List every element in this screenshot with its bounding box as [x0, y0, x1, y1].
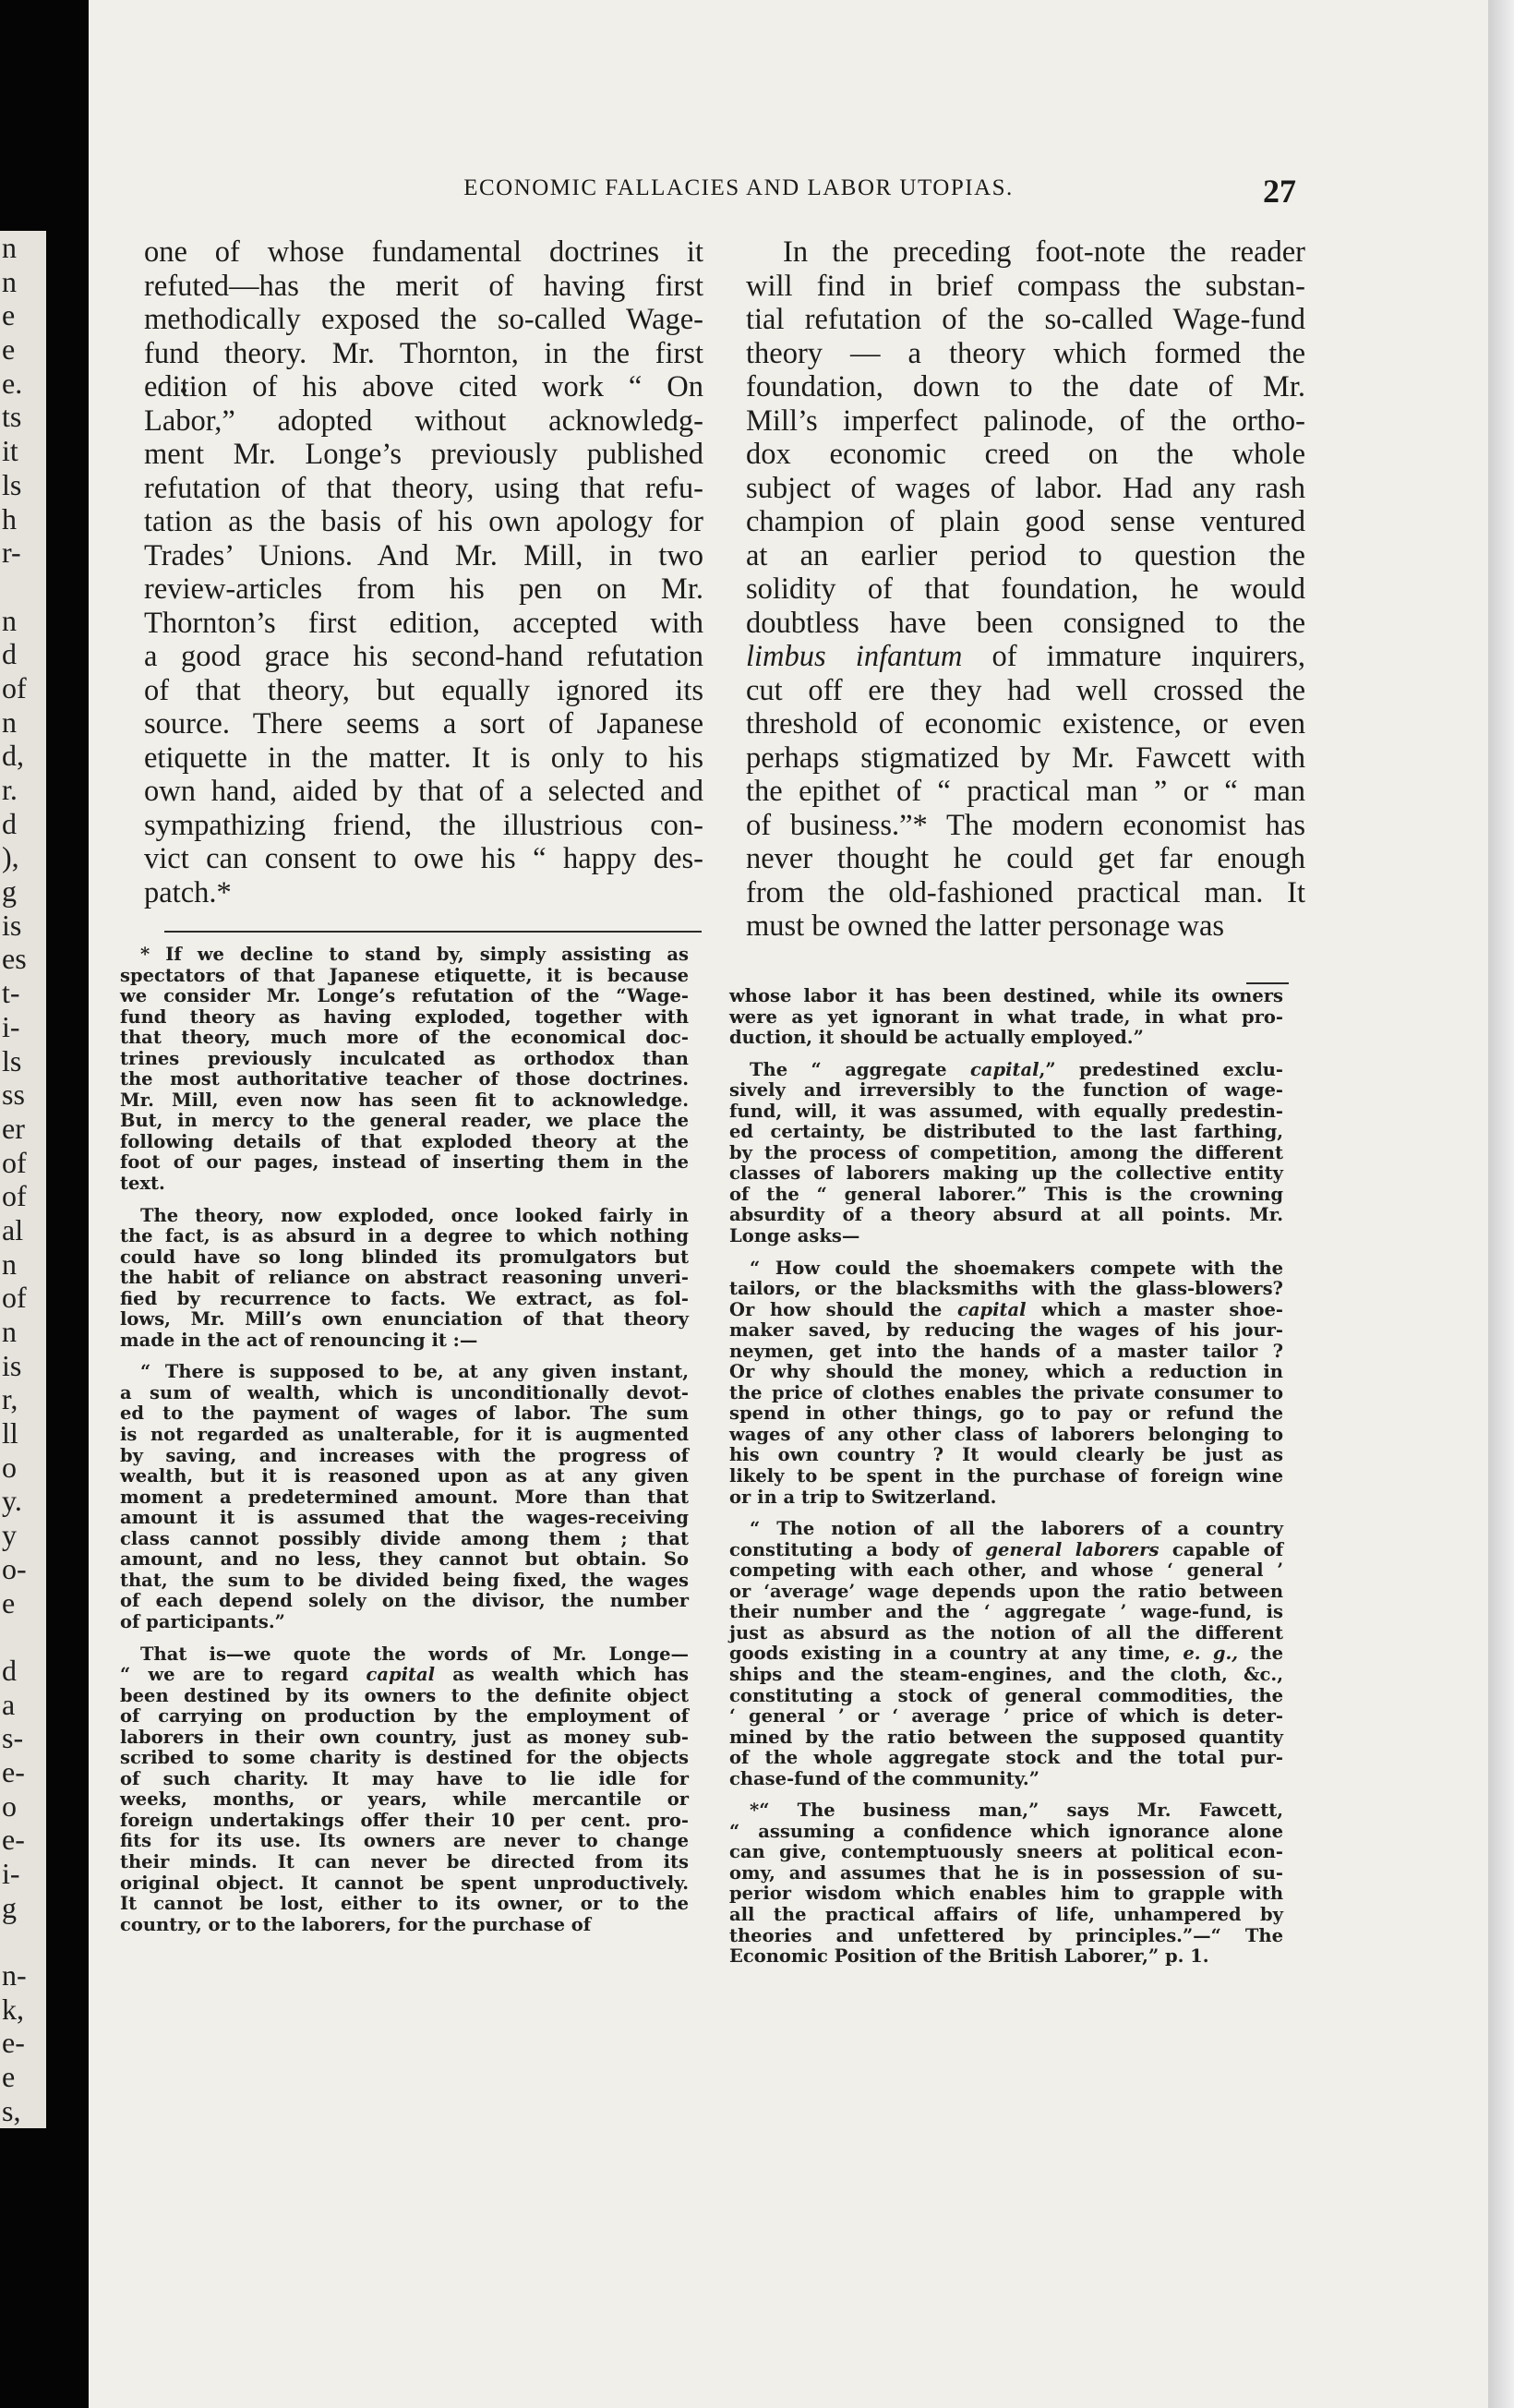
body-line: a good grace his second-hand refutation [144, 640, 703, 673]
facing-page-fragment: e [2, 332, 16, 367]
facing-page-fragment: e [2, 1585, 16, 1619]
body-line: tation as the basis of his own apology for [144, 505, 703, 538]
facing-page-fragment: e- [2, 2026, 25, 2060]
body-line: ment Mr. Longe’s previously published [144, 438, 703, 471]
footnote-line: whose labor it has been destined, while its owners [729, 985, 1283, 1006]
footnote-line: of the “ general laborer.” This is the crowning [729, 1183, 1283, 1205]
facing-page-fragment: d, [2, 739, 24, 773]
facing-page-fragment: is [2, 908, 22, 942]
facing-page-fragment: y. [2, 1484, 22, 1518]
footnote-line: that theory, much more of the economical doc- [120, 1027, 689, 1049]
body-line: of business.”* The modern economist has [746, 808, 1305, 842]
footnote-line: omy, and assumes that he is in possession of su- [729, 1861, 1283, 1884]
body-line: champion of plain good sense ventured [746, 505, 1305, 538]
body-line: never thought he could get far enough [746, 842, 1305, 875]
footnote-line: absurdity of a theory absurd at all points. Mr. [729, 1204, 1283, 1226]
left-footnote [120, 945, 689, 1935]
facing-page-fragment: n [2, 603, 17, 637]
footnote-line: perior wisdom which enables him to grapple with [729, 1883, 1283, 1905]
footnote-line: Economic Position of the British Laborer,” p. 1. [729, 1945, 1209, 1968]
body-line: vict can consent to owe his “ happy des- [144, 842, 703, 875]
footnote-line: But, in mercy to the general reader, we place the [120, 1110, 689, 1132]
body-line: doubtless have been consigned to the [746, 606, 1305, 640]
facing-page-fragment: r, [2, 1382, 18, 1416]
footnote-line: fund, will, it was assumed, with equally predestin- [729, 1100, 1283, 1122]
footnote-line: The theory, now exploded, once looked fairly in [140, 1204, 689, 1226]
body-line: Labor,” adopted without acknowledg- [144, 403, 703, 438]
footnote-line: ‘ general ’ or ‘ average ’ price of which is deter- [729, 1705, 1283, 1728]
facing-page-fragment: al [2, 1212, 24, 1246]
footnote-line: fits for its use. Its owners are never to change [120, 1830, 689, 1852]
footnote-line: of each depend solely on the divisor, the number [120, 1590, 689, 1612]
facing-page-fragment: n [2, 1315, 17, 1348]
body-line: will find in brief compass the substan- [746, 269, 1305, 303]
facing-page-fragment: n [2, 1246, 17, 1281]
footnote-line: likely to be spent in the purchase of foreign wine [729, 1465, 1283, 1487]
facing-page-fragment [2, 1619, 46, 1654]
body-line: etiquette in the matter. It is only to his [144, 740, 703, 775]
body-line: refuted—has the merit of having first [144, 269, 703, 303]
right-footnote [729, 986, 1283, 1968]
footnote-line: can give, contemptuously sneers at political econ- [729, 1841, 1283, 1863]
footnote-line: laborers in their own country, just as money sub- [120, 1726, 689, 1748]
footnote-line: foreign undertakings offer their 10 per cent. pro- [120, 1809, 689, 1831]
footnote-line: their number and the ‘ aggregate ’ wage-fund, is [729, 1601, 1283, 1623]
footnote-line: amount, and no less, they cannot but obtain. So [120, 1548, 689, 1571]
footnote-line: *“ The business man,” says Mr. Fawcett, [750, 1800, 1283, 1822]
footnote-line: country, or to the laborers, for the purchase of [120, 1913, 592, 1935]
footnote-line: his own country ? It would clearly be just as [729, 1444, 1283, 1466]
footnote-line: weeks, months, or years, while mercantile or [120, 1788, 689, 1811]
body-line: must be owned the latter personage was [746, 909, 1225, 943]
body-line: perhaps stigmatized by Mr. Fawcett with [746, 740, 1305, 775]
facing-page-fragment: s, [2, 2093, 21, 2127]
footnote-line: that, the sum to be divided being fixed, the wages [120, 1569, 689, 1591]
body-line: tial refutation of the so-called Wage-fund [746, 303, 1305, 336]
body-line: dox economic creed on the whole [746, 438, 1305, 471]
body-line: from the old-fashioned practical man. It [746, 875, 1305, 909]
body-line: Mill’s imperfect palinode, of the ortho- [746, 403, 1305, 438]
footnote-line: competing with each other, and whose ‘ general ’ [729, 1559, 1283, 1582]
footnote-line: of carrying on production by the employment of [120, 1705, 689, 1728]
facing-page-fragment: ll [2, 1416, 18, 1451]
facing-page-fragment: d [2, 637, 17, 671]
footnote-line: fund theory as having exploded, together with [120, 1005, 689, 1028]
facing-page-fragment: d [2, 1653, 17, 1687]
body-line: sympathizing friend, the illustrious con- [144, 808, 703, 842]
footnote-line: the most authoritative teacher of those doctrines. [120, 1068, 689, 1090]
facing-page-fragment: e- [2, 1754, 25, 1788]
footnote-rule [164, 931, 702, 933]
footnote-line: Or how should the capital which a master shoe- [729, 1298, 1283, 1320]
footnote-line: we consider Mr. Longe’s refutation of the “Wage- [120, 985, 689, 1007]
facing-page-fragment: es [2, 942, 27, 976]
footnote-line: been destined by its owners to the definite object [120, 1684, 689, 1706]
left-column-text [144, 235, 703, 909]
footnote-line: duction, it should be actually employed.” [729, 1027, 1144, 1049]
facing-page-fragment: s- [2, 1721, 24, 1755]
facing-page-fragment: ), [2, 840, 19, 874]
facing-page-fragment: e- [2, 1823, 25, 1857]
footnote-line: wealth, but it is reasoned upon as at any given [120, 1465, 689, 1487]
footnote-line: ships and the steam-engines, and the cloth, &c., [729, 1663, 1283, 1685]
body-line: In the preceding foot-note the reader [783, 235, 1305, 269]
right-column-text [746, 235, 1305, 944]
footnote-line: theories and unfettered by principles.”—“ The [729, 1924, 1283, 1946]
body-line: methodically exposed the so-called Wage- [144, 303, 703, 336]
footnote-line: maker saved, by reducing the wages of his jour- [729, 1319, 1283, 1342]
facing-page-fragment: o- [2, 1551, 27, 1585]
facing-page-fragment: of [2, 1145, 27, 1179]
footnote-line: the price of clothes enables the private consumer to [729, 1381, 1283, 1403]
footnote-line: all the practical affairs of life, unhampered by [729, 1903, 1283, 1925]
facing-page-fragment: of [2, 670, 27, 704]
footnote-line: It cannot be lost, either to its owner, or to the [120, 1893, 689, 1915]
footnote-line: original object. It cannot be spent unproductively. [120, 1872, 689, 1894]
body-line: Thornton’s first edition, accepted with [144, 606, 703, 640]
body-line: threshold of economic existence, or even [746, 707, 1305, 740]
facing-page-fragment: d [2, 806, 17, 840]
footnote-line: mined by the ratio between the supposed quantity [729, 1726, 1283, 1748]
footnote-line: were as yet ignorant in what trade, in what pro- [729, 1005, 1283, 1028]
footnote-line: Longe asks— [729, 1225, 860, 1247]
footnote-line: the habit of reliance on abstract reasoning unveri- [120, 1267, 689, 1289]
facing-page-fragment: e [2, 298, 16, 332]
body-line: cut off ere they had well crossed the [746, 673, 1305, 707]
footnote-line: text. [120, 1173, 165, 1195]
footnote-line: of such charity. It may have to lie idle for [120, 1767, 689, 1789]
footnote-line: scribed to some charity is destined for the objects [120, 1747, 689, 1769]
paragraph-gap [120, 1195, 689, 1206]
facing-page-fragment: g [2, 874, 17, 909]
footnote-line: “ assuming a confidence which ignorance alone [729, 1820, 1283, 1842]
facing-page-fragment: of [2, 1281, 27, 1315]
facing-page-fragment: ls [2, 1043, 22, 1078]
body-line: at an earlier period to question the [746, 538, 1305, 572]
facing-page-fragment [2, 1924, 46, 1958]
facing-page-fragment: r- [2, 536, 21, 570]
facing-page-fragment: is [2, 1348, 22, 1382]
facing-page-fragment: ls [2, 467, 22, 501]
body-line: own hand, aided by that of a selected and [144, 775, 703, 808]
footnote-line: following details of that exploded theory at the [120, 1130, 689, 1152]
footnote-line: by saving, and increases with the progress of [120, 1444, 689, 1466]
footnote-line: That is—we quote the words of Mr. Longe— [140, 1643, 689, 1665]
facing-page-fragment: t- [2, 976, 20, 1010]
footnote-line: “ There is supposed to be, at any given instant, [140, 1361, 689, 1383]
footnote-line: tailors, or the blacksmiths with the glass-blowers? [729, 1278, 1283, 1300]
footnote-line: Or why should the money, which a reduction in [729, 1361, 1283, 1383]
footnote-line: or in a trip to Switzerland. [729, 1486, 997, 1508]
footnote-line: fied by recurrence to facts. We extract, as fol- [120, 1287, 689, 1309]
footnote-line: lows, Mr. Mill’s own enunciation of that theory [120, 1308, 689, 1330]
body-line: solidity of that foundation, he would [746, 572, 1305, 606]
footnote-rule-short [1246, 982, 1289, 984]
paragraph-gap [729, 1247, 1283, 1258]
facing-page-fragment: y [2, 1518, 17, 1552]
body-line: refutation of that theory, using that refu- [144, 471, 703, 505]
facing-page-edge-text [0, 231, 46, 2128]
facing-page-fragment: i- [2, 1009, 20, 1043]
facing-page-fragment: r. [2, 773, 18, 806]
footnote-line: * If we decline to stand by, simply assisting as [140, 944, 689, 965]
facing-page-fragment: o [2, 1788, 17, 1823]
facing-page-fragment: ts [2, 400, 22, 434]
body-line: subject of wages of labor. Had any rash [746, 471, 1305, 505]
body-line: edition of his above cited work “ On [144, 370, 703, 403]
footnote-line: “ we are to regard capital as wealth which has [120, 1664, 689, 1686]
footnote-line: ed certainty, be distributed to the last farthing, [729, 1121, 1283, 1143]
footnote-line: chase-fund of the community.” [729, 1767, 1039, 1789]
body-line: of that theory, but equally ignored its [144, 673, 703, 707]
facing-page-fragment [2, 570, 46, 604]
footnote-line: their minds. It can never be directed from its [120, 1850, 689, 1872]
facing-page-fragment: g [2, 1890, 17, 1924]
footnote-line: ed to the payment of wages of labor. The sum [120, 1403, 689, 1425]
facing-page-fragment: i- [2, 1857, 20, 1890]
footnote-line: spectators of that Japanese etiquette, it is because [120, 964, 689, 986]
footnote-line: just as absurd as the notion of all the different [729, 1621, 1283, 1643]
footnote-line: The “ aggregate capital,” predestined exclu- [750, 1058, 1284, 1080]
facing-page-fragment: k, [2, 1992, 24, 2026]
footnote-line: could have so long blinded its promulgators but [120, 1246, 689, 1268]
footnote-line: is not regarded as unalterable, for it is augmented [120, 1424, 689, 1446]
facing-page-fragment: n- [2, 1958, 27, 1993]
paragraph-gap [120, 1633, 689, 1644]
footnote-line: “ The notion of all the laborers of a country [750, 1518, 1283, 1540]
facing-page-fragment: n [2, 704, 17, 739]
footnote-line: classes of laborers making up the collective entity [729, 1162, 1283, 1185]
footnote-line: of the whole aggregate stock and the total pur- [729, 1747, 1283, 1769]
footnote-line: a sum of wealth, which is unconditionally devot- [120, 1381, 689, 1403]
footnote-line: neymen, get into the hands of a master tailor ? [729, 1340, 1283, 1362]
footnote-line: amount it is assumed that the wages-receiving [120, 1507, 689, 1529]
running-header: ECONOMIC FALLACIES AND LABOR UTOPIAS. [463, 175, 1014, 200]
body-line: theory — a theory which formed the [746, 336, 1305, 370]
footnote-line: Mr. Mill, even now has seen fit to acknowledge. [120, 1089, 689, 1111]
page-edge [1488, 0, 1514, 2408]
facing-page-fragment: a [2, 1687, 16, 1721]
facing-page-fragment: it [2, 434, 18, 468]
footnote-line: wages of any other class of laborers belonging to [729, 1423, 1283, 1445]
body-line: patch.* [144, 875, 232, 909]
body-line: source. There seems a sort of Japanese [144, 707, 703, 740]
footnote-line: “ How could the shoemakers compete with the [750, 1257, 1283, 1279]
footnote-line: sively and irreversibly to the function of wage- [729, 1079, 1283, 1102]
body-line: limbus infantum of immature inquirers, [746, 640, 1305, 673]
body-line: Trades’ Unions. And Mr. Mill, in two [144, 538, 703, 572]
facing-page-fragment: e [2, 2060, 16, 2094]
footnote-line: the fact, is as absurd in a degree to which nothing [120, 1225, 689, 1247]
body-line: review-articles from his pen on Mr. [144, 572, 703, 606]
footnote-line: by the process of competition, among the different [729, 1141, 1283, 1163]
body-line: the epithet of “ practical man ” or “ man [746, 775, 1305, 808]
facing-page-fragment: h [2, 501, 17, 536]
facing-page-fragment: of [2, 1179, 27, 1213]
footnote-line: or ‘average’ wage depends upon the ratio between [729, 1580, 1283, 1602]
facing-page-fragment: er [2, 1111, 25, 1145]
facing-page-fragment: ss [2, 1078, 25, 1112]
footnote-line: goods existing in a country at any time, e. g., the [729, 1643, 1283, 1665]
page-number: 27 [1263, 173, 1296, 210]
facing-page-fragment: e. [2, 366, 23, 400]
footnote-line: constituting a stock of general commodities, the [729, 1684, 1283, 1706]
footnote-line: trines previously inculcated as orthodox than [120, 1047, 689, 1069]
body-line: one of whose fundamental doctrines it [144, 235, 703, 269]
footnote-line: spend in other things, go to pay or refund the [729, 1403, 1283, 1425]
body-line: foundation, down to the date of Mr. [746, 370, 1305, 403]
facing-page-fragment: n [2, 264, 17, 298]
footnote-line: of participants.” [120, 1610, 285, 1632]
footnote-line: constituting a body of general laborers capable of [729, 1538, 1283, 1560]
facing-page-fragment: n [2, 231, 17, 264]
facing-page-fragment: o [2, 1450, 17, 1484]
body-line: fund theory. Mr. Thornton, in the first [144, 336, 703, 370]
footnote-line: made in the act of renouncing it :— [120, 1329, 478, 1351]
footnote-line: foot of our pages, instead of inserting them in the [120, 1151, 689, 1174]
footnote-line: class cannot possibly divide among them ; that [120, 1527, 689, 1549]
footnote-line: moment a predetermined amount. More than that [120, 1486, 689, 1508]
